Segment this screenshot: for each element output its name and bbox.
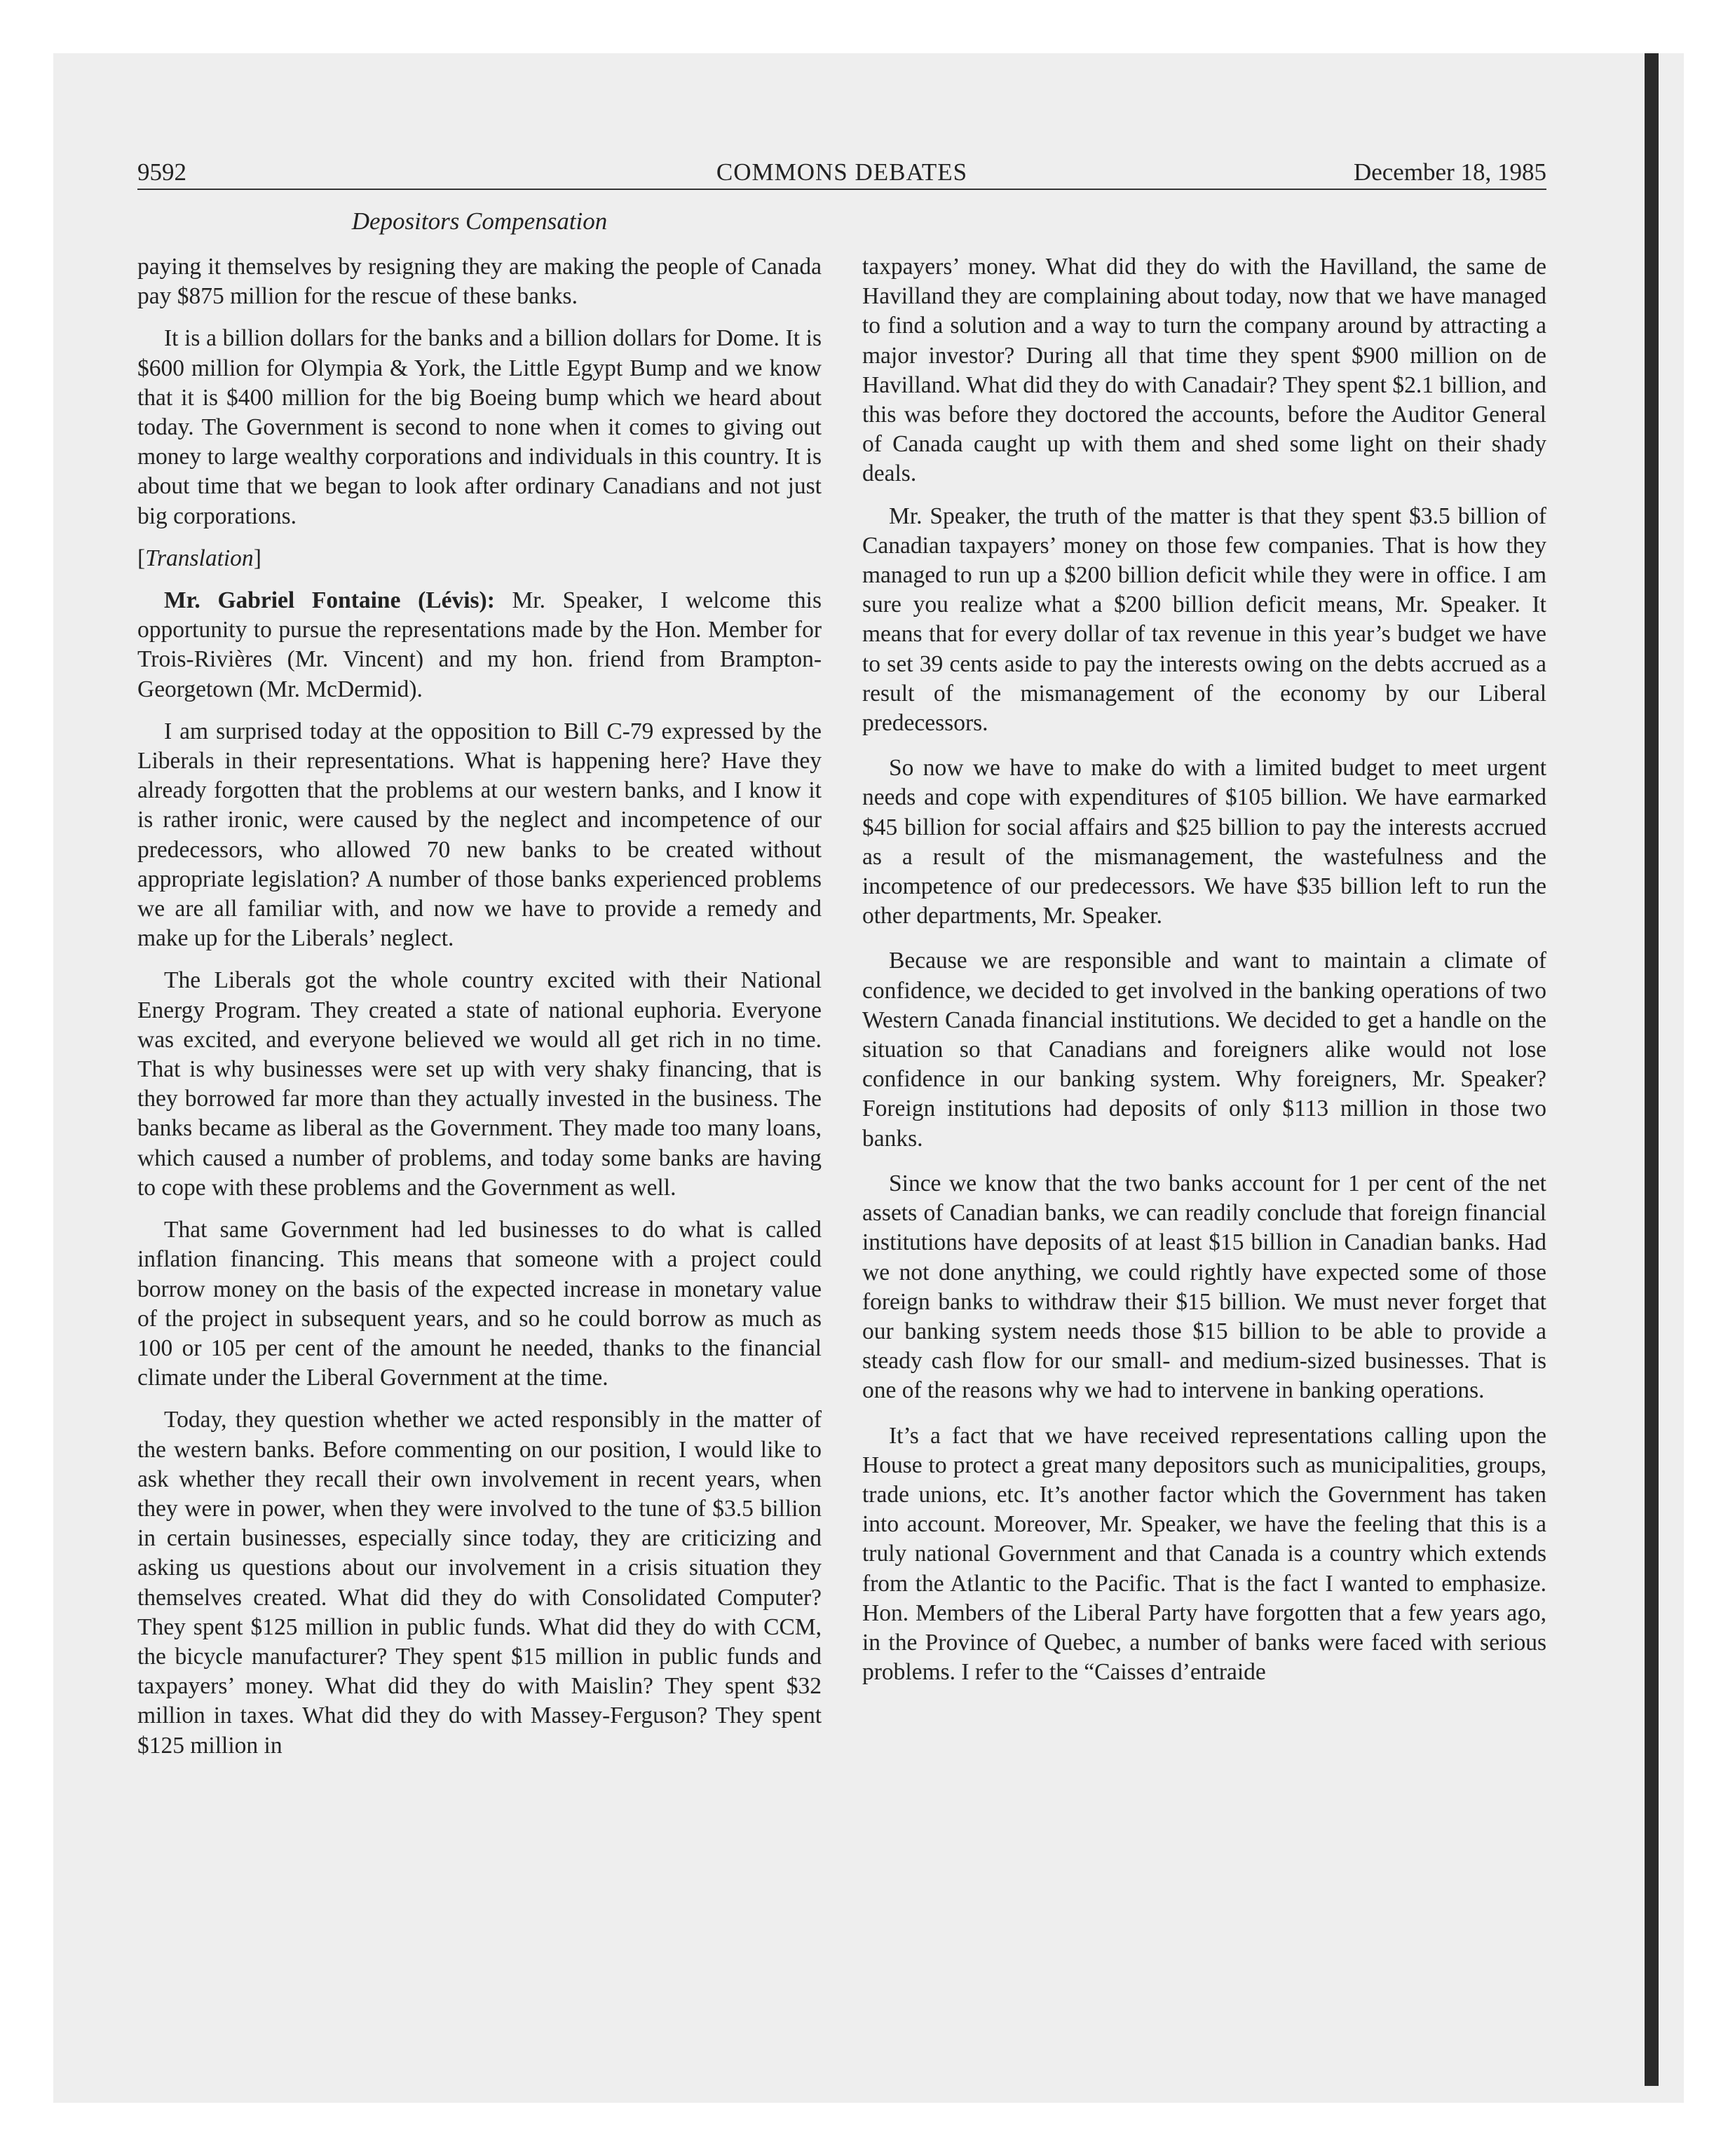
scan-edge-bar (1645, 53, 1659, 2086)
speech-text: Mr. Speaker, I welcome this opportunity to pursue the representations made by the Hon. Member for Trois-Rivières (Mr. Vincent) and my hon. friend from Brampton-Georgetown (Mr. McDermid). (137, 587, 822, 702)
header-date: December 18, 1985 (1353, 158, 1546, 186)
paragraph: So now we have to make do with a limited budget to meet urgent needs and cope with expenditures of $105 billion. We have earmarked $45 billion for social affairs and $25 billion to pay the interests accrued as a result of the mismanagement, the wastefulness and the incompetence of our predecessors. We have $35 billion left to run the other departments, Mr. Speaker. (862, 755, 1546, 929)
section-title: Depositors Compensation (351, 207, 608, 235)
translation-note (137, 544, 822, 573)
paragraph: It’s a fact that we have received representations calling upon the House to protect a great many depositors such as municipalities, groups, trade unions, etc. It’s another factor which the Government has taken into account. Moreover, Mr. Speaker, we have the feeling that this is a truly national Government and that Canada is a country which extends from the Atlantic to the Pacific. That is the fact I wanted to emphasize. Hon. Members of the Liberal Party have forgotten that a few years ago, in the Province of Quebec, a number of banks were faced with serious problems. I refer to the “Caisses d’entraide (862, 1422, 1546, 1686)
page-header (137, 157, 1546, 188)
paragraph: paying it themselves by resigning they are making the people of Canada pay $875 million for the rescue of these banks. (137, 254, 822, 310)
translation-label: Translation (145, 545, 254, 571)
running-title: COMMONS DEBATES (716, 158, 968, 186)
header-rule (137, 189, 1546, 190)
speaker-name: Mr. Gabriel Fontaine (Lévis): (164, 587, 495, 614)
paragraph: That same Government had led businesses to do what is called inflation financing. This means that someone with a project could borrow money on the basis of the expected increase in monetary value of the project in subsequent years, and so he could borrow as much as 100 or 105 per cent of the amount he needed, thanks to the financial climate under the Liberal Government at the time. (137, 1217, 822, 1391)
paragraph: taxpayers’ money. What did they do with the Havilland, the same de Havilland they are complaining about today, now that we have managed to find a solution and a way to turn the company around by attracting a major investor? During all that time they spent $900 million on de Havilland. What did they do with Canadair? They spent $2.1 billion, and this was before they doctored the accounts, before the Auditor General of Canada caught up with them and shed some light on their shady deals. (862, 254, 1546, 487)
paragraph: The Liberals got the whole country excited with their National Energy Program. They created a state of national euphoria. Everyone was excited, and everyone believed we would all get rich in no time. That is why businesses were set up with very shaky financing, that is they borrowed far more than they actually invested in the business. The banks became as liberal as the Government. They made too many loans, which caused a number of problems, and today some banks are having to cope with these problems and the Government as well. (137, 967, 822, 1201)
paragraph: Because we are responsible and want to maintain a climate of confidence, we decided to get involved in the banking operations of two Western Canada financial institutions. We decided to get a handle on the situation so that Canadians and foreigners alike would not lose confidence in our banking system. Why foreigners, Mr. Speaker? Foreign institutions had deposits of only $113 million in those two banks. (862, 948, 1546, 1152)
speech-paragraph (137, 586, 822, 704)
paragraph: It is a billion dollars for the banks and a billion dollars for Dome. It is $600 million for Olympia & York, the Little Egypt Bump and we know that it is $400 million for the big Boeing bump which we heard about today. The Government is second to none when it comes to giving out money to large wealthy corporations and individuals in this country. It is about time that we began to look after ordinary Canadians and not just big corporations. (137, 325, 822, 529)
translation-bracket-close: ] (253, 545, 261, 571)
left-column (137, 252, 822, 1773)
paragraph: Today, they question whether we acted responsibly in the matter of the western banks. Before commenting on our position, I would like to ask whether they recall their own involvement in recent years, when they were in power, when they were involved to the tune of $3.5 billion in certain businesses, especially since today, they are criticizing and asking us questions about our involvement in a crisis situation they themselves created. What did they do with Consolidated Computer? They spent $125 million in public funds. What did they do with CCM, the bicycle manufacturer? They spent $15 million in public funds and taxpayers’ money. What did they do with Maislin? They spent $32 million in taxes. What did they do with Massey-Ferguson? They spent $125 million in (137, 1407, 822, 1759)
translation-bracket-open: [ (137, 545, 146, 571)
page-number: 9592 (137, 158, 186, 186)
paragraph: Since we know that the two banks account for 1 per cent of the net assets of Canadian banks, we can readily conclude that foreign financial institutions have deposits of at least $15 billion in Canadian banks. Had we not done anything, we could rightly have expected some of those foreign banks to withdraw their $15 billion. We must never forget that our banking system needs those $15 billion to be able to provide a steady cash flow for our small- and medium-sized businesses. That is one of the reasons why we had to intervene in banking operations. (862, 1170, 1546, 1404)
paragraph: I am surprised today at the opposition to Bill C-79 expressed by the Liberals in their representations. What is happening here? Have they already forgotten that the problems at our western banks, and I know it is rather ironic, were caused by the neglect and incompetence of our predecessors, who allowed 70 new banks to be created without appropriate legislation? A number of those banks experienced problems we are all familiar with, and now we have to provide a remedy and make up for the Liberals’ neglect. (137, 718, 822, 952)
right-column (862, 252, 1546, 1700)
paragraph: Mr. Speaker, the truth of the matter is that they spent $3.5 billion of Canadian taxpayers’ money on those few companies. That is how they managed to run up a $200 billion deficit while they were in office. I am sure you realize what a $200 billion deficit means, Mr. Speaker. It means that for every dollar of tax revenue in this year’s budget we have to set 39 cents aside to pay the interests owing on the debts accrued as a result of the mismanagement of the economy by our Liberal predecessors. (862, 503, 1546, 737)
